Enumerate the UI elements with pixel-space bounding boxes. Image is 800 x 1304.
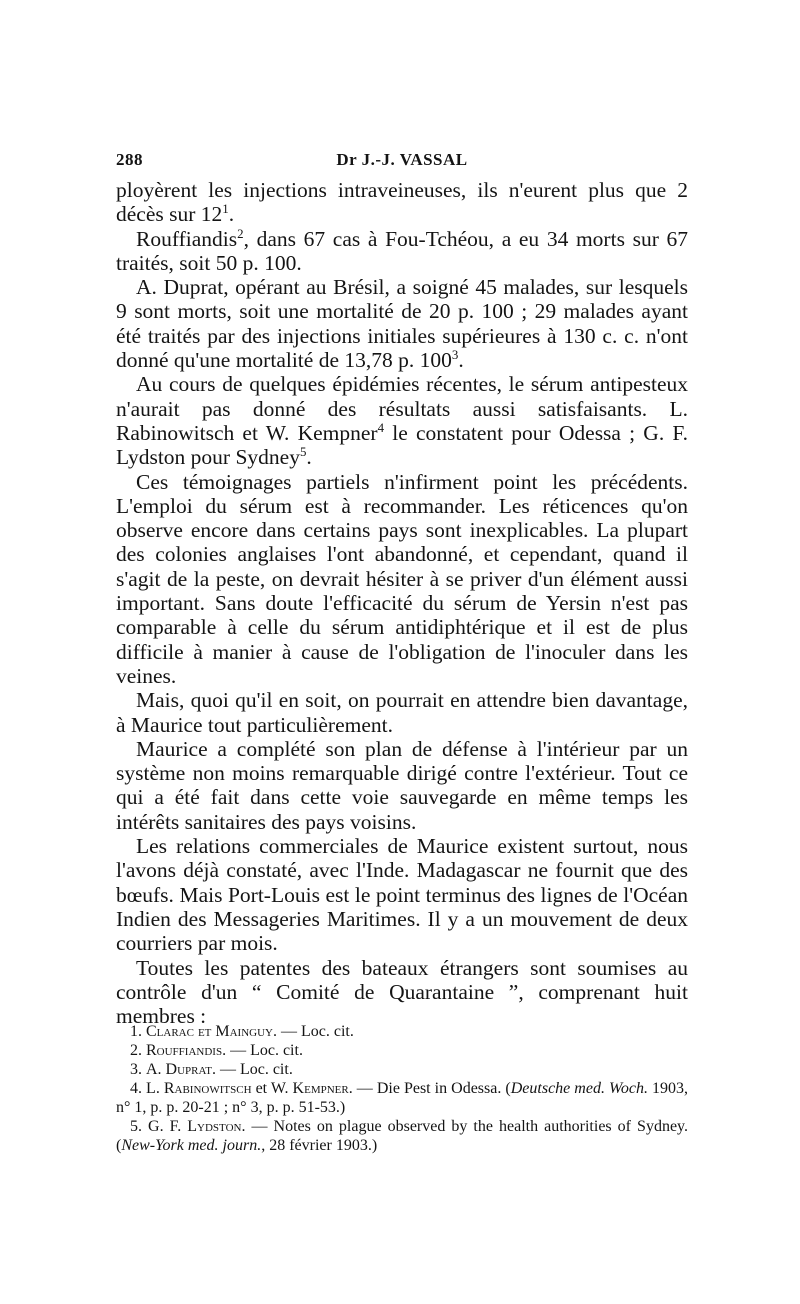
footnote: 5. G. F. Lydston. — Notes on plague observed by the health authorities of Sydney. (New-York med. journ., 28 février 1903.) <box>116 1118 688 1154</box>
footnote-ref: 1 <box>222 202 229 217</box>
footnotes <box>116 1022 688 1155</box>
footnote: 1. Clarac et Mainguy. — Loc. cit. <box>130 1023 354 1040</box>
running-head: Dr J.-J. VASSAL <box>336 150 468 169</box>
paragraph: Au cours de quelques épidémies récentes, le sérum antipesteux n'aurait pas donné des résultats aussi satisfaisants. L. Rabinowitsch et W. Kempner$^4$ le constatent pour Odessa ; G. F. Lydston pour Sydney$^5$. <box>116 372 688 470</box>
footnote-ref: 2 <box>237 226 244 241</box>
paragraph: Ces témoignages partiels n'infirment point les précédents. L'emploi du sérum est à recommander. Les réticences qu'on observe encore dans certains pays sont inexplicables. La plupart des colonies anglaises l'ont abandonné, et cependant, quand il s'agit de la peste, on devrait hésiter à se priver d'un élément aussi important. Sans doute l'efficacité du sérum de Yersin n'est pas comparable à celle du sérum antidiphtérique et il est de plus difficile à manier à cause de l'obligation de l'inoculer dans les veines. <box>116 469 688 688</box>
paragraph: Les relations commerciales de Maurice existent surtout, nous l'avons déjà constaté, avec l'Inde. Madagascar ne fournit que des bœufs. Mais Port-Louis est le point terminus des lignes de l'Océan Indien des Messageries Maritimes. Il y a un mouvement de deux courriers par mois. <box>116 834 688 956</box>
paragraph: A. Duprat, opérant au Brésil, a soigné 45 malades, sur lesquels 9 sont morts, soit une mortalité de 20 p. 100 ; 29 malades ayant été traités par des injections initiales supérieures à 130 c. c. n'ont donné qu'une mortalité de 13,78 p. $100^3$. <box>116 275 688 373</box>
footnote: 2. Rouffiandis. — Loc. cit. <box>130 1042 303 1059</box>
page-number: 288 <box>116 150 143 169</box>
footnote-ref: 5 <box>299 445 307 460</box>
page-header <box>116 150 688 176</box>
paragraph: Maurice a complété son plan de défense à l'intérieur par un système non moins remarquable dirigé contre l'extérieur. Tout ce qui a été fait dans cette voie sauvegarde en même temps les intérêts sanitaires des pays voisins. <box>116 736 688 834</box>
paragraph: Mais, quoi qu'il en soit, on pourrait en attendre bien davantage, à Maurice tout particulièrement. <box>116 688 688 737</box>
footnote-ref: 4 <box>377 420 385 435</box>
paragraph: Rouffiandis$^2$, dans 67 cas à Fou-Tchéou, a eu 34 morts sur 67 traités, soit 50 p. 100. <box>116 226 688 275</box>
footnote: 3. A. Duprat. — Loc. cit. <box>130 1061 293 1078</box>
paragraph: ployèrent les injections intraveineuses, ils n'eurent plus que 2 décès sur $12^1$. <box>116 178 688 227</box>
footnote-ref: 3 <box>451 347 459 362</box>
main-text <box>116 178 688 1028</box>
footnote: 4. L. Rabinowitsch et W. Kempner. — Die Pest in Odessa. (Deutsche med. Woch. 1903, n° 1, p. p. 20-21 ; n° 3, p. p. 51-53.) <box>116 1080 689 1116</box>
paragraph: Toutes les patentes des bateaux étrangers sont soumises au contrôle d'un “ Comité de Quarantaine ”, comprenant huit membres : <box>116 955 688 1029</box>
